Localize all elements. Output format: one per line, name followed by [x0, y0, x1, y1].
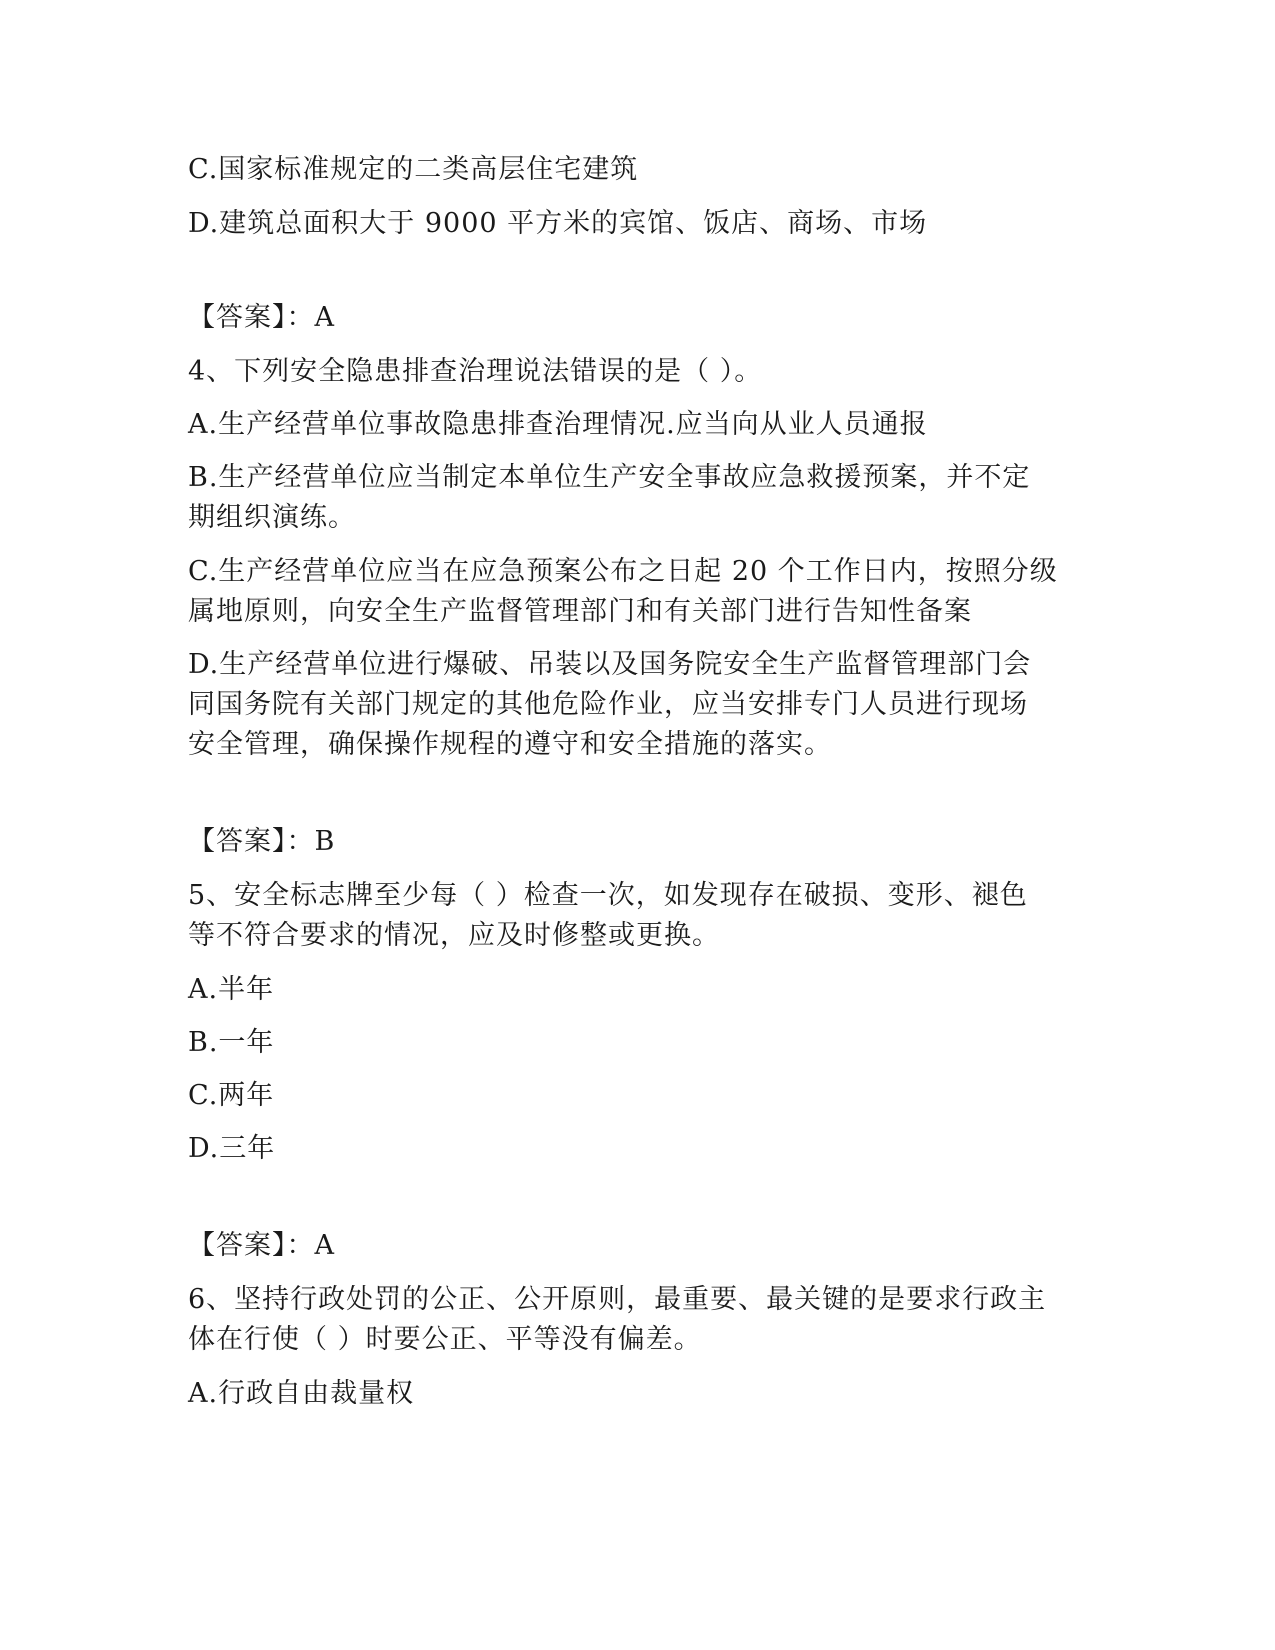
q5-answer: 【答案】：A [188, 1230, 335, 1261]
q3-option-d: D.建筑总面积大于 9000 平方米的宾馆、饭店、商场、市场 [188, 208, 928, 239]
q5-option-d: D.三年 [188, 1133, 276, 1164]
q3-answer: 【答案】：A [188, 302, 335, 333]
q4-option-b-line2: 期组织演练。 [188, 502, 356, 533]
q4-option-d-line1: D.生产经营单位进行爆破、吊装以及国务院安全生产监督管理部门会 [188, 649, 1032, 680]
q4-option-a: A.生产经营单位事故隐患排查治理情况.应当向从业人员通报 [188, 409, 928, 440]
q4-option-c-line1: C.生产经营单位应当在应急预案公布之日起 20 个工作日内，按照分级 [188, 556, 1058, 587]
q5-option-b: B.一年 [188, 1027, 275, 1058]
q6-option-a: A.行政自由裁量权 [188, 1378, 415, 1409]
q3-option-c: C.国家标准规定的二类高层住宅建筑 [188, 154, 639, 185]
q5-stem-line1: 5、安全标志牌至少每（ ）检查一次，如发现存在破损、变形、褪色 [188, 880, 1028, 911]
q4-option-d-line2: 同国务院有关部门规定的其他危险作业，应当安排专门人员进行现场 [188, 689, 1028, 720]
q5-option-a: A.半年 [188, 974, 275, 1005]
q4-option-c-line2: 属地原则，向安全生产监督管理部门和有关部门进行告知性备案 [188, 596, 972, 627]
q5-stem-line2: 等不符合要求的情况，应及时修整或更换。 [188, 920, 720, 951]
q4-answer: 【答案】：B [188, 826, 336, 857]
q4-stem: 4、下列安全隐患排查治理说法错误的是（ ）。 [188, 356, 763, 387]
q4-option-d-line3: 安全管理，确保操作规程的遵守和安全措施的落实。 [188, 729, 832, 760]
q6-stem-line2: 体在行使（ ）时要公正、平等没有偏差。 [188, 1324, 702, 1355]
q5-option-c: C.两年 [188, 1080, 275, 1111]
q4-option-b-line1: B.生产经营单位应当制定本单位生产安全事故应急救援预案，并不定 [188, 462, 1031, 493]
q6-stem-line1: 6、坚持行政处罚的公正、公开原则，最重要、最关键的是要求行政主 [188, 1284, 1047, 1315]
